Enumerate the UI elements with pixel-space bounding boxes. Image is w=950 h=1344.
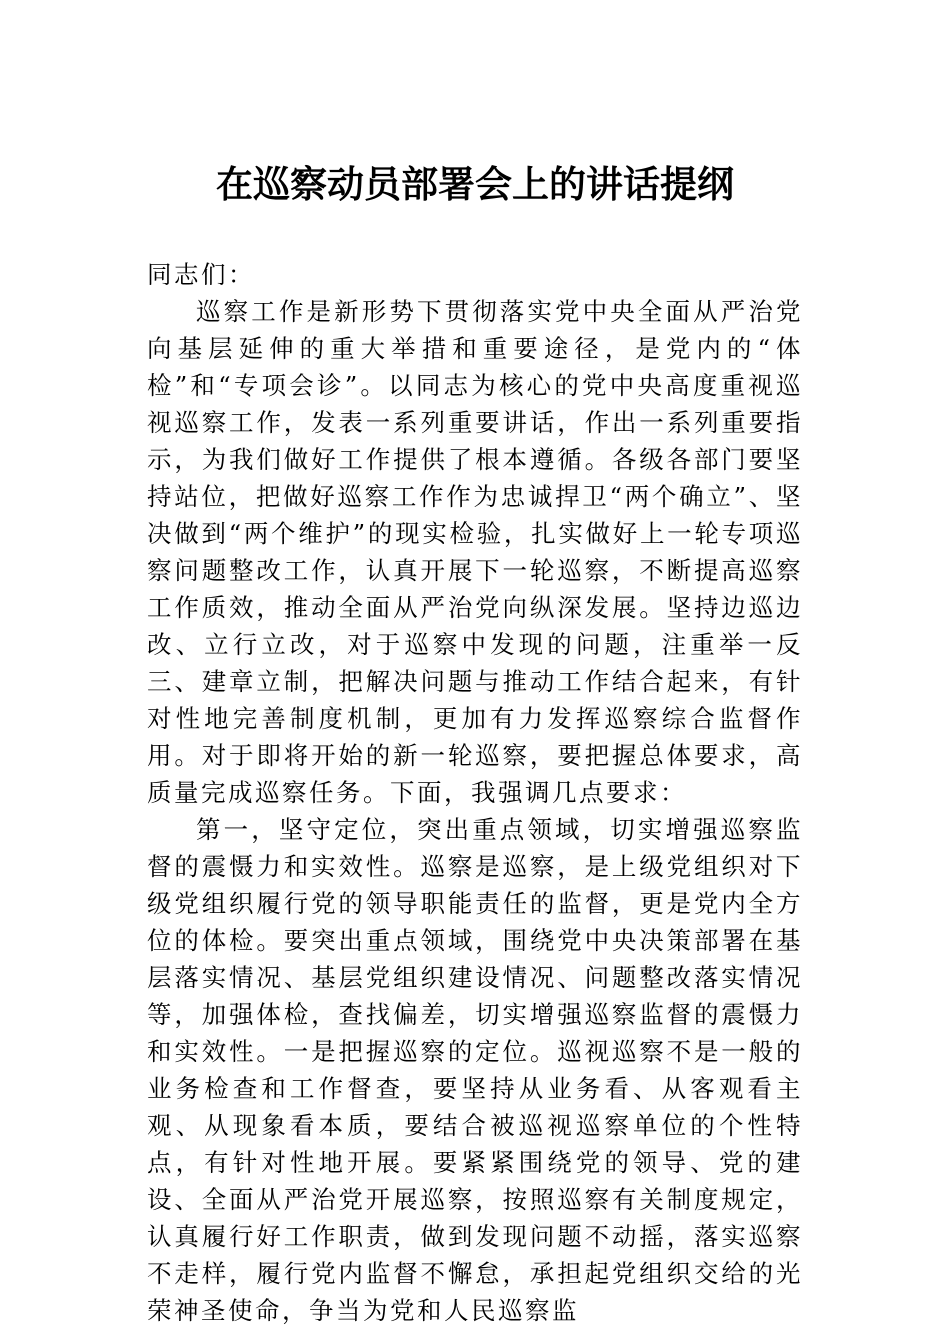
paragraph-first-point: 第一，坚守定位，突出重点领域，切实增强巡察监督的震慑力和实效性。巡察是巡察，是上级党组织对下级党组织履行党的领导职能责任的监督，更是党内全方位的体检。要突出重点领域，围绕党中央决策部署在基层落实情况、基层党组织建设情况、问题整改落实情况等，加强体检，查找偏差，切实增强巡察监督的震慑力和实效性。一是把握巡察的定位。巡视巡察不是一般的业务检查和工作督查，要坚持从业务看、从客观看主观、从现象看本质，要结合被巡视巡察单位的个性特点，有针对性地开展。要紧紧围绕党的领导、党的建设、全面从严治党开展巡察，按照巡察有关制度规定，认真履行好工作职责，做到发现问题不动摇，落实巡察不走样，履行党内监督不懈怠，承担起党组织交给的光荣神圣使命，争当为党和人民巡察监: [147, 815, 803, 1325]
document-body: [147, 256, 803, 1329]
salutation: 同志们：: [147, 260, 255, 289]
document-title: 在巡察动员部署会上的讲话提纲: [216, 162, 734, 206]
paragraph-intro: 巡察工作是新形势下贯彻落实党中央全面从严治党向基层延伸的重大举措和重要途径，是党内的“体检”和“专项会诊”。以同志为核心的党中央高度重视巡视巡察工作，发表一系列重要讲话，作出一系列重要指示，为我们做好工作提供了根本遵循。各级各部门要坚持站位，把做好巡察工作作为忠诚捍卫“两个确立”、坚决做到“两个维护”的现实检验，扎实做好上一轮专项巡察问题整改工作，认真开展下一轮巡察，不断提高巡察工作质效，推动全面从严治党向纵深发展。坚持边巡边改、立行立改，对于巡察中发现的问题，注重举一反三、建章立制，把解决问题与推动工作结合起来，有针对性地完善制度机制，更加有力发挥巡察综合监督作用。对于即将开始的新一轮巡察，要把握总体要求，高质量完成巡察任务。下面，我强调几点要求：: [147, 297, 803, 807]
